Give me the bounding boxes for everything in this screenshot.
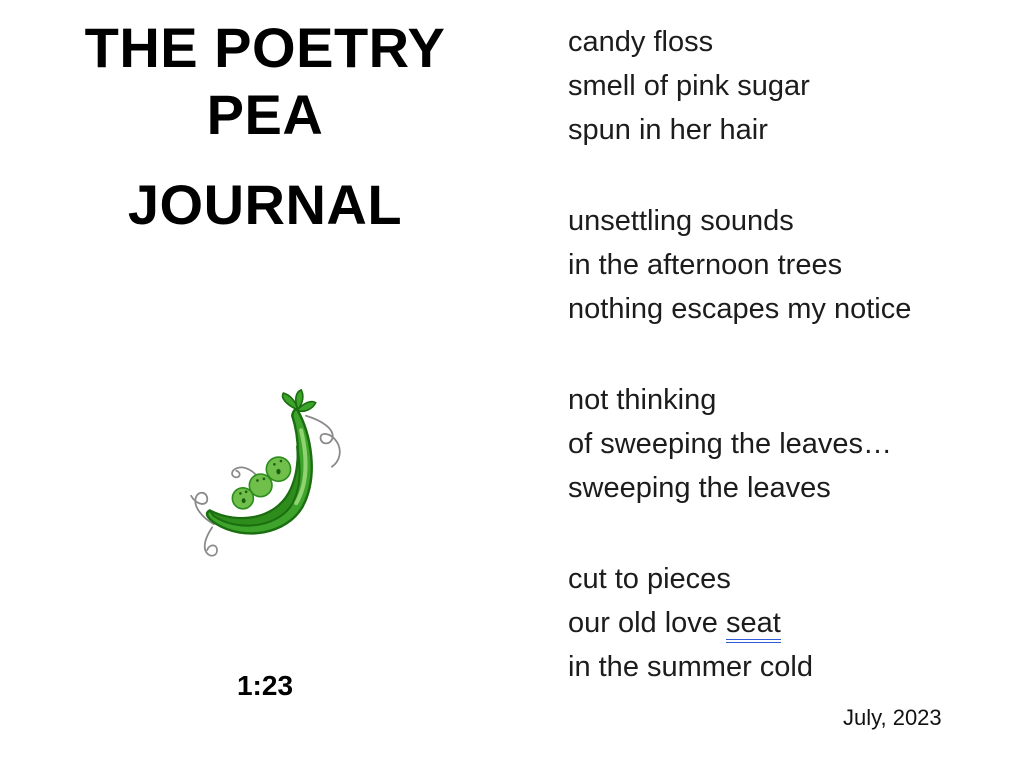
haiku-stanza-3 — [568, 378, 998, 510]
haiku-stanza-2 — [568, 199, 998, 331]
poem-line: of sweeping the leaves… — [568, 428, 893, 460]
haiku-stanza-1 — [568, 20, 998, 152]
issue-number: 1:23 — [236, 670, 294, 701]
poem-line-text: our old love — [568, 607, 726, 639]
publication-date: July, 2023 — [843, 705, 942, 730]
poem-line: smell of pink sugar — [568, 70, 810, 102]
poem-line: unsettling sounds — [568, 205, 794, 237]
poem-line: in the summer cold — [568, 651, 813, 683]
haiku-column — [568, 20, 998, 689]
poem-line: sweeping the leaves — [568, 472, 831, 504]
poem-line: in the afternoon trees — [568, 249, 843, 281]
poem-line: candy floss — [568, 26, 714, 58]
poem-line: spun in her hair — [568, 114, 768, 146]
poem-line — [568, 601, 998, 645]
poem-line: cut to pieces — [568, 563, 731, 595]
haiku-stanza-4 — [568, 557, 998, 689]
poem-line: nothing escapes my notice — [568, 293, 912, 325]
journal-title: THE POETRY PEA — [84, 16, 446, 147]
sprout-leaves — [282, 390, 315, 411]
grammar-underlined-word: seat — [726, 607, 781, 643]
journal-subtitle: JOURNAL — [127, 173, 403, 236]
poem-line: not thinking — [568, 384, 717, 416]
pea-pod-illustration — [183, 388, 361, 560]
